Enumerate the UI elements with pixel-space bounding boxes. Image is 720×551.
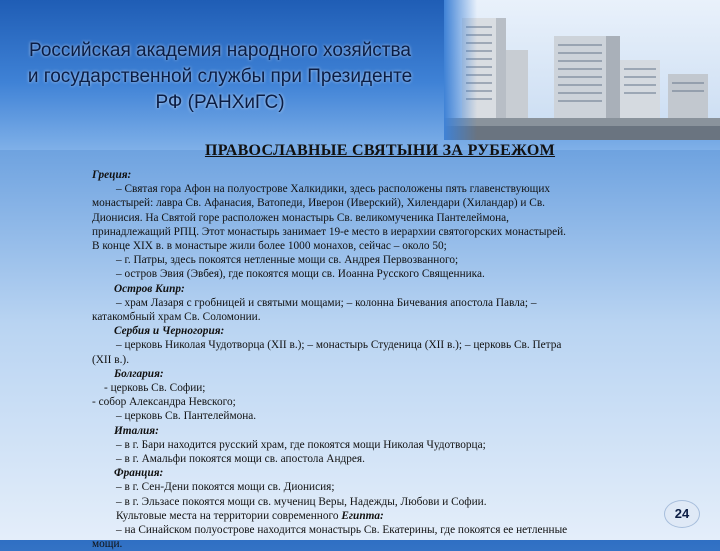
section-title: ПРАВОСЛАВНЫЕ СВЯТЫНИ ЗА РУБЕЖОМ (204, 142, 556, 159)
building-photo (444, 0, 720, 140)
body-line: - церковь Св. Софии; (104, 382, 206, 395)
egypt-intro-text: Культовые места на территории современного (116, 509, 339, 522)
body-line: – в г. Бари находится русский храм, где покоятся мощи Николая Чудотворца; (116, 438, 486, 451)
country-heading-serbia: Сербия и Черногория: (114, 325, 225, 338)
country-heading-italy: Италия: (114, 424, 159, 437)
body-line: – г. Патры, здесь покоятся нетленные мощи св. Андрея Первозванного; (116, 254, 459, 267)
body-line: – церковь Св. Пантелеймона. (116, 410, 257, 423)
body-line: – церковь Николая Чудотворца (XII в.); – монастырь Студеница (XII в.); – церковь Св. Петра (116, 339, 562, 352)
body-line: – остров Эвия (Эвбея), где покоятся мощи св. Иоанна Русского Священника. (116, 268, 485, 281)
country-heading-greece: Греция: (92, 169, 132, 181)
body-line: В конце XIX в. в монастыре жили более 1000 монахов, сейчас – около 50; (92, 240, 447, 253)
body-line: (XII в.). (92, 353, 130, 366)
country-heading-bulgaria: Болгария: (114, 367, 164, 380)
body-line: принадлежащий РПЦ. Этот монастырь занимает 19-е место в иерархии святогорских монастырей. (92, 225, 566, 238)
org-title-line-3: РФ (РАНХиГС) (155, 92, 285, 113)
body-line: – Святая гора Афон на полуострове Халкидики, здесь расположены пять главенствующих (116, 183, 551, 196)
body-line: – в г. Сен-Дени покоятся мощи св. Дионисия; (116, 481, 335, 494)
body-line: катакомбный храм Св. Соломонии. (92, 311, 261, 324)
body-line-egypt-intro (92, 509, 692, 523)
country-heading-egypt: Египта: (341, 509, 384, 522)
body-line: - собор Александра Невского; (92, 396, 236, 409)
country-heading-france: Франция: (114, 467, 164, 480)
body-line: – в г. Эльзасе покоятся мощи св. мучениц Веры, Надежды, Любови и Софии. (116, 495, 487, 508)
body-line: – на Синайском полуострове находится монастырь Св. Екатерины, где покоятся ее нетленные (116, 524, 568, 537)
organization-title (0, 38, 440, 116)
page-number-badge: 24 (664, 500, 700, 528)
body-line: мощи. (92, 538, 123, 551)
country-heading-cyprus: Остров Кипр: (114, 282, 185, 295)
body-line: – храм Лазаря с гробницей и святыми мощами; – колонна Бичевания апостола Павла; – (116, 296, 537, 309)
slide-body (92, 168, 692, 551)
body-line: Дионисия. На Святой горе расположен монастырь Св. великомученика Пантелеймона, (92, 211, 510, 224)
body-line: – в г. Амальфи покоятся мощи св. апостола Андрея. (116, 453, 365, 466)
org-title-line-1: Российская академия народного хозяйства (29, 40, 411, 61)
org-title-line-2: и государственной службы при Президенте (27, 66, 413, 87)
body-line: монастырей: лавра Св. Афанасия, Ватопеди, Иверон (Иверский), Хилендари (Хиландар) и Св. (92, 197, 545, 210)
